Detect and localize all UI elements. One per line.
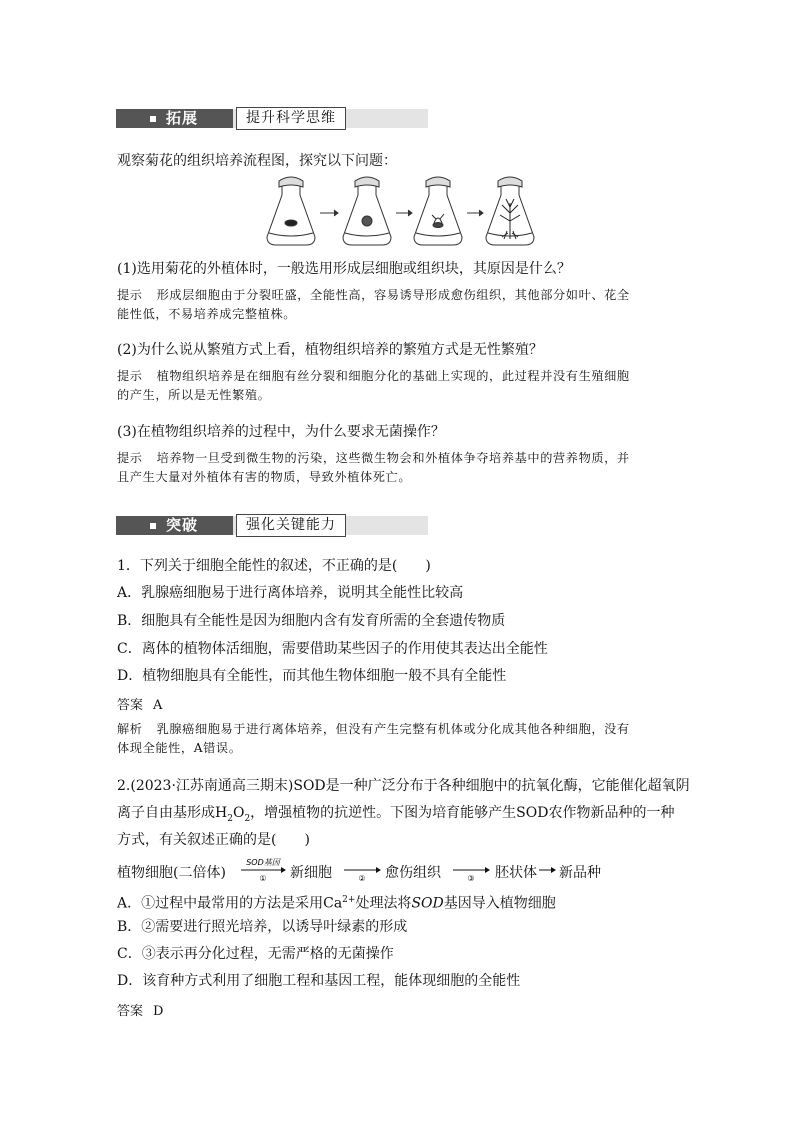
mcq-1-option-d: D．植物细胞具有全能性，而其他生物体细胞一般不具有全能性 <box>117 668 507 684</box>
flow-step-3: ③ <box>467 874 475 882</box>
flow-step-2: ② <box>358 874 366 882</box>
flask-1 <box>267 177 315 245</box>
mcq-2-option-c: C．③表示再分化过程，无需严格的无菌操作 <box>117 946 394 962</box>
mcq-2-stem-line2: 离子自由基形成$H_2O_2$，增强植物的抗逆性。下图为培育能够产生SOD农作物新品种的一种 <box>117 805 675 824</box>
mcq-2-option-b: B．②需要进行照光培养，以诱导叶绿素的形成 <box>117 919 408 935</box>
section-banner-breakthrough <box>116 514 428 536</box>
flow-node-1: 新细胞 <box>290 865 332 881</box>
question-3: (3)在植物组织培养的过程中，为什么要求无菌操作？ <box>117 424 445 440</box>
flask-3 <box>414 177 462 245</box>
mcq-1-analysis: 解析 乳腺癌细胞易于进行离体培养，但没有产生完整有机体或分化成其他各种细胞，没有 体现全能性，A错误。 <box>117 722 630 755</box>
flask-2 <box>343 177 391 245</box>
flask-4 <box>486 177 534 245</box>
mcq-2-answer: 答案 D <box>117 1004 164 1019</box>
breeding-flow <box>117 856 677 882</box>
flow-node-3: 胚状体 <box>495 865 537 881</box>
tissue-culture-diagram <box>264 173 544 251</box>
section-banner-extension <box>116 107 428 129</box>
mcq-2-stem-line1: 2.(2023·江苏南通高三期末)SOD是一种广泛分布于各种细胞中的抗氧化酶，它能催化超氧阴 <box>117 778 690 794</box>
flow-start: 植物细胞(二倍体) <box>117 865 226 881</box>
banner-subtitle: 强化关键能力 <box>236 514 346 537</box>
flow-node-4: 新品种 <box>559 865 601 881</box>
mcq-2-option-d: D．该育种方式利用了细胞工程和基因工程，能体现细胞的全能性 <box>117 973 521 989</box>
banner-tag: 拓展 <box>116 109 233 128</box>
banner-tag: 突破 <box>116 516 233 535</box>
flow-arrow-2 <box>342 856 384 882</box>
flow-arrow-4 <box>538 856 558 882</box>
mcq-2-stem-line3: 方式，有关叙述正确的是( ) <box>117 832 310 848</box>
question-1: (1)选用菊花的外植体时，一般选用形成层细胞或组织块，其原因是什么？ <box>117 261 571 277</box>
banner-subtitle: 提升科学思维 <box>236 107 346 130</box>
mcq-1-option-a: A．乳腺癌细胞易于进行离体培养，说明其全能性比较高 <box>117 585 464 601</box>
mcq-1-option-b: B．细胞具有全能性是因为细胞内含有发育所需的全套遗传物质 <box>117 613 506 629</box>
mcq-2-option-a: A．①过程中最常用的方法是采用$Ca^{2+}$处理法将SOD基因导入植物细胞 <box>117 895 556 912</box>
intro-text: 观察菊花的组织培养流程图，探究以下问题： <box>117 153 397 169</box>
hint-3: 提示 培养物一旦受到微生物的污染，这些微生物会和外植体争夺培养基中的营养物质，并 且产生大量对外植体有害的物质，导致外植体死亡。 <box>117 451 630 484</box>
flow-arrow-1 <box>241 856 289 882</box>
mcq-1-stem: 1．下列关于细胞全能性的叙述，不正确的是( ) <box>117 558 431 574</box>
mcq-1-answer: 答案 A <box>117 698 163 713</box>
question-2: (2)为什么说从繁殖方式上看，植物组织培养的繁殖方式是无性繁殖？ <box>117 342 543 358</box>
flow-arrow-3 <box>451 856 493 882</box>
flow-step-1: ① <box>259 874 267 882</box>
flow-gene-label: SOD基因 <box>246 858 280 867</box>
flow-node-2: 愈伤组织 <box>385 865 441 881</box>
hint-1: 提示 形成层细胞由于分裂旺盛，全能性高，容易诱导形成愈伤组织，其他部分如叶、花全 能性低，不易培养成完整植株。 <box>117 288 630 321</box>
hint-2: 提示 植物组织培养是在细胞有丝分裂和细胞分化的基础上实现的，此过程并没有生殖细胞 的产生，所以是无性繁殖。 <box>117 369 630 402</box>
mcq-1-option-c: C．离体的植物体活细胞，需要借助某些因子的作用使其表达出全能性 <box>117 641 548 657</box>
